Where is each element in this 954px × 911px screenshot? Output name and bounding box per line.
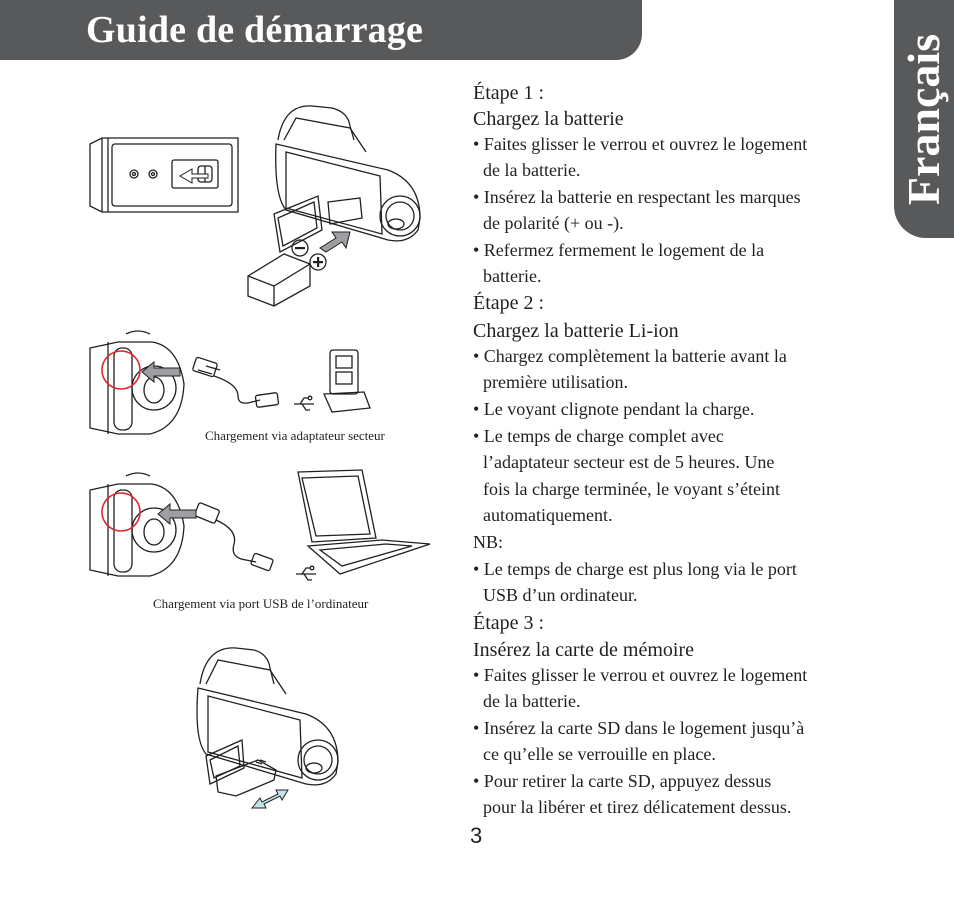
- step-3-bullet-2-line-2: ce qu’elle se verrouille en place.: [483, 744, 716, 764]
- page-title: Guide de démarrage: [86, 9, 424, 51]
- step-1-bullet-2-line-2: de polarité (+ ou -).: [483, 213, 624, 233]
- step-1-bullet-3-line-1: • Refermez fermement le logement de la: [473, 240, 765, 260]
- usb-icon: [294, 396, 314, 410]
- adapter-charging-illustration: [88, 326, 378, 438]
- step-3-label: Étape 3 :: [473, 612, 545, 634]
- step-2-bullet-3-line-4: automatiquement.: [483, 505, 613, 525]
- step-1-label: Étape 1 :: [473, 82, 545, 104]
- step-1-bullet-2-line-1: • Insérez la batterie en respectant les marques: [473, 187, 801, 207]
- step-2-bullet-3-line-2: l’adaptateur secteur est de 5 heures. Une: [483, 452, 775, 472]
- page-number: 3: [470, 823, 483, 848]
- arrow-icon: [320, 232, 350, 252]
- step-3-bullet-1-line-1: • Faites glisser le verrou et ouvrez le logement: [473, 665, 808, 685]
- step-2-bullet-3-line-1: • Le temps de charge complet avec: [473, 426, 724, 446]
- step-1-bullet-1-line-1: • Faites glisser le verrou et ouvrez le logement: [473, 134, 808, 154]
- step-2-bullet-1-line-2: première utilisation.: [483, 372, 628, 392]
- usb-icon-2: [296, 566, 316, 580]
- sd-card-insertion-illustration: [196, 644, 356, 814]
- step-1-bullet-3-line-2: batterie.: [483, 266, 542, 286]
- step-2-bullet-1-line-1: • Chargez complètement la batterie avant la: [473, 346, 787, 366]
- step-2-note-line-1: • Le temps de charge est plus long via le port: [473, 559, 797, 579]
- step-2-note-line-2: USB d’un ordinateur.: [483, 585, 638, 605]
- double-arrow-icon: [252, 790, 288, 808]
- step-3-bullet-3-line-2: pour la libérer et tirez délicatement dessus.: [483, 797, 792, 817]
- step-2-bullet-2-line-1: • Le voyant clignote pendant la charge.: [473, 399, 755, 419]
- language-tab: [894, 0, 954, 238]
- step-2-title: Chargez la batterie Li-ion: [473, 320, 679, 342]
- step-3-bullet-1-line-2: de la batterie.: [483, 691, 581, 711]
- step-1-bullet-1-line-2: de la batterie.: [483, 160, 581, 180]
- step-3-bullet-3-line-1: • Pour retirer la carte SD, appuyez dessus: [473, 771, 772, 791]
- battery-insertion-illustration: [88, 100, 428, 310]
- step-1-title: Chargez la batterie: [473, 108, 624, 130]
- step-2-label: Étape 2 :: [473, 292, 545, 314]
- step-2-bullet-3-line-3: fois la charge terminée, le voyant s’éteint: [483, 479, 781, 499]
- usb-charging-illustration: [88, 466, 438, 588]
- step-3-title: Insérez la carte de mémoire: [473, 639, 694, 661]
- minus-icon: [295, 247, 305, 249]
- header-bar: [0, 0, 642, 60]
- step-2-note-label: NB:: [473, 532, 504, 552]
- step-3-bullet-2-line-1: • Insérez la carte SD dans le logement jusqu’à: [473, 718, 805, 738]
- caption-adapter: Chargement via adaptateur secteur: [205, 428, 385, 443]
- caption-usb: Chargement via port USB de l’ordinateur: [153, 596, 369, 611]
- language-label: Français: [898, 33, 950, 205]
